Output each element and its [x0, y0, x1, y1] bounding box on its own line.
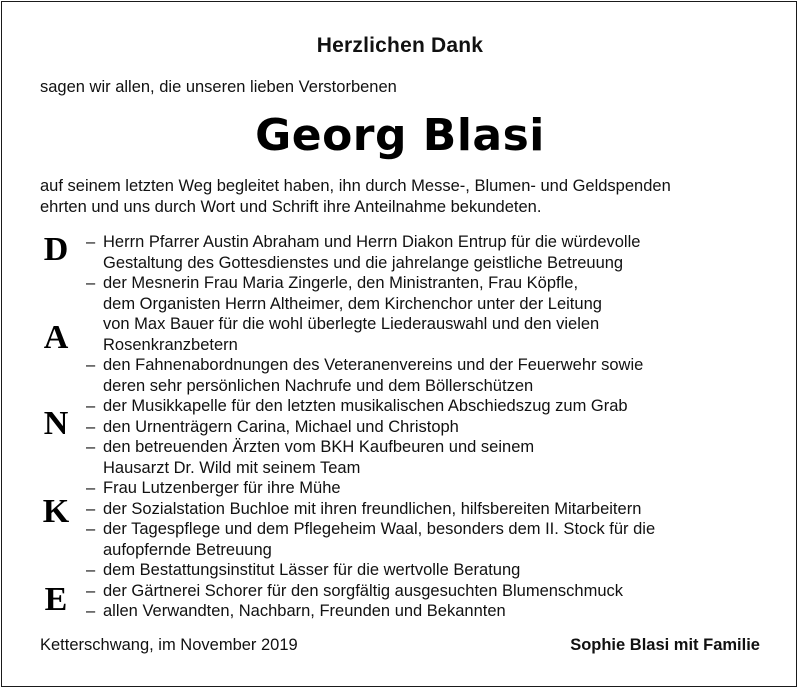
thanks-item-text: dem Organisten Herrn Altheimer, dem Kirchenchor unter der Leitung: [103, 294, 602, 313]
thanks-item: [86, 499, 786, 520]
thanks-item-line: [86, 232, 786, 253]
thanks-item-text: allen Verwandten, Nachbarn, Freunden und Bekannten: [103, 602, 506, 620]
thanks-item-line: [86, 335, 786, 356]
thanks-item-line: [86, 294, 786, 315]
thanks-item: [86, 437, 786, 478]
item-dash: –: [86, 561, 96, 579]
thanks-item: [86, 273, 786, 355]
thanks-item-text: den betreuenden Ärzten vom BKH Kaufbeuren und seinem: [103, 438, 535, 456]
item-dash: –: [86, 397, 96, 415]
thanks-item-line: [86, 273, 786, 294]
thanks-item-text: Gestaltung des Gottesdienstes und die jahrelange geistliche Betreuung: [103, 253, 624, 272]
place-and-date: Ketterschwang, im November 2019: [40, 636, 298, 654]
thanks-item: [86, 232, 786, 273]
thanks-item-line: [86, 540, 786, 561]
thanks-item-line: [86, 458, 786, 479]
item-dash: –: [86, 520, 96, 538]
thanks-item: [86, 417, 786, 438]
thanks-item: [86, 478, 786, 499]
notice-heading: Herzlichen Dank: [316, 34, 484, 57]
item-dash: –: [86, 417, 96, 436]
dank-letter-e: E: [44, 581, 68, 618]
thanks-item: [86, 560, 786, 581]
thanks-item-text: der Gärtnerei Schorer für den sorgfältig ausgesuchten Blumenschmuck: [103, 581, 624, 600]
item-dash: –: [86, 479, 96, 497]
thanks-item-text: von Max Bauer für die wohl überlegte Liederauswahl und den vielen: [103, 315, 600, 333]
thanks-item-text: den Fahnenabordnungen des Veteranenvereins und der Feuerwehr sowie: [103, 356, 644, 374]
thanks-item-line: [86, 601, 786, 622]
thanks-item-text: Herrn Pfarrer Austin Abraham und Herrn Diakon Entrup für die würdevolle: [103, 233, 641, 251]
thanks-item-text: Rosenkranzbetern: [103, 335, 238, 354]
thanks-item-text: Hausarzt Dr. Wild mit seinem Team: [103, 458, 361, 477]
thanks-item-line: [86, 376, 786, 397]
deceased-name: Georg Blasi: [255, 110, 545, 161]
item-dash: –: [86, 438, 96, 456]
paragraph-line: auf seinem letzten Weg begleitet haben, ihn durch Messe-, Blumen- und Geldspenden: [40, 177, 671, 195]
dank-letter-a: A: [43, 319, 69, 356]
thanks-item-line: [86, 253, 786, 274]
thanks-item-line: [86, 499, 786, 520]
thanks-item-line: [86, 417, 786, 438]
thanks-item-text: dem Bestattungsinstitut Lässer für die wertvolle Beratung: [103, 561, 521, 579]
thanks-item: [86, 601, 786, 622]
thanks-item-line: [86, 314, 786, 335]
thanks-item: [86, 396, 786, 417]
thanks-item-text: der Tagespflege und dem Pflegeheim Waal, besonders dem II. Stock für die: [103, 520, 656, 538]
thanks-item-text: aufopfernde Betreuung: [103, 540, 272, 559]
thanks-item-text: der Sozialstation Buchloe mit ihren freundlichen, hilfsbereiten Mitarbeitern: [103, 499, 642, 518]
thanks-item: [86, 519, 786, 560]
item-dash: –: [86, 233, 96, 251]
thanks-paragraph: [40, 176, 780, 218]
item-dash: –: [86, 356, 96, 374]
thanks-item-line: [86, 478, 786, 499]
item-dash: –: [86, 602, 96, 620]
thanks-item-text: Frau Lutzenberger für ihre Mühe: [103, 479, 341, 497]
thanks-item-line: [86, 355, 786, 376]
thanks-item-line: [86, 581, 786, 602]
thanks-item: [86, 581, 786, 602]
dank-letter-n: N: [43, 405, 69, 442]
thanks-item-text: deren sehr persönlichen Nachrufe und dem Böllerschützen: [103, 376, 534, 395]
signature: Sophie Blasi mit Familie: [570, 636, 760, 654]
thanks-item-line: [86, 396, 786, 417]
thanks-item-text: der Musikkapelle für den letzten musikalischen Abschiedszug zum Grab: [103, 397, 628, 415]
intro-text: sagen wir allen, die unseren lieben Verstorbenen: [40, 78, 397, 96]
thanks-list: [86, 232, 786, 622]
thanks-item-text: den Urnenträgern Carina, Michael und Christoph: [103, 417, 459, 436]
item-dash: –: [86, 581, 96, 600]
dank-letter-k: K: [42, 493, 70, 530]
item-dash: –: [86, 274, 96, 292]
thanks-item-text: der Mesnerin Frau Maria Zingerle, den Ministranten, Frau Köpfle,: [103, 274, 579, 292]
thanks-item: [86, 355, 786, 396]
item-dash: –: [86, 499, 96, 518]
thanks-item-line: [86, 519, 786, 540]
paragraph-line: ehrten und uns durch Wort und Schrift ihre Anteilnahme bekundeten.: [40, 198, 542, 216]
thanks-item-line: [86, 437, 786, 458]
thanks-item-line: [86, 560, 786, 581]
dank-letter-d: D: [43, 231, 69, 268]
